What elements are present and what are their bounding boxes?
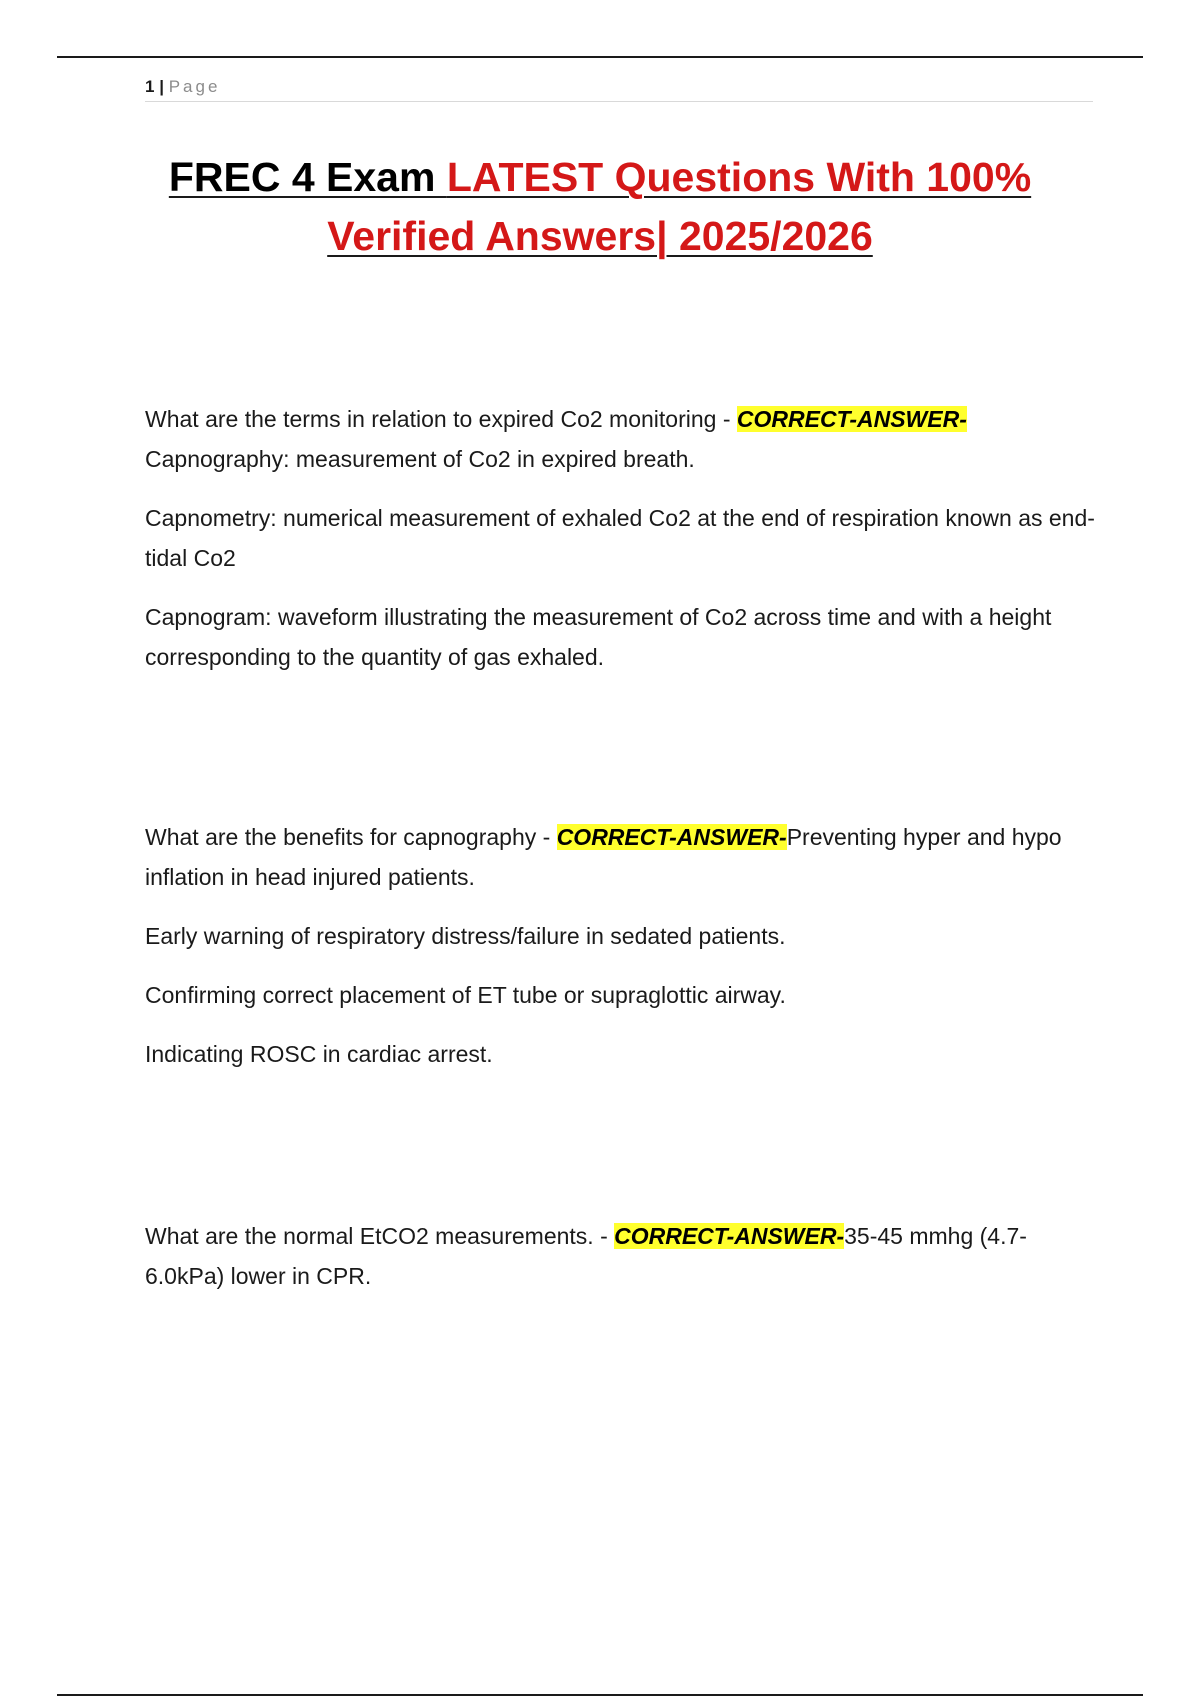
answer-paragraph: Early warning of respiratory distress/failure in sedated patients.: [145, 923, 786, 949]
answer-paragraph: Confirming correct placement of ET tube or supraglottic airway.: [145, 982, 786, 1008]
bottom-rule: [57, 1694, 1143, 1696]
answer-text: Preventing hyper and hypo inflation in head injured patients.: [145, 824, 1062, 890]
question-text: What are the normal EtCO2 measurements. -: [145, 1223, 615, 1249]
top-rule: [57, 56, 1143, 58]
answer-paragraph: Capnometry: numerical measurement of exhaled Co2 at the end of respiration known as end- tidal Co2: [145, 505, 1095, 571]
qa-block-etco2-normal: [145, 1216, 1100, 1315]
page-separator: |: [159, 77, 164, 96]
correct-answer-marker: CORRECT-ANSWER-: [614, 1223, 845, 1249]
question-text: What are the benefits for capnography -: [145, 824, 557, 850]
title-part-black: FREC 4 Exam: [168, 154, 447, 200]
answer-text: 35-45 mmhg (4.7-6.0kPa) lower in CPR.: [145, 1223, 1027, 1289]
page-header: [145, 76, 1093, 102]
page-label: Page: [168, 77, 221, 96]
qa-block-expired-co2: [145, 399, 1100, 696]
answer-paragraph: Indicating ROSC in cardiac arrest.: [145, 1041, 493, 1067]
title-part-red: LATEST Questions With 100% Verified Answers| 2025/2026: [327, 154, 1032, 259]
correct-answer-marker: CORRECT-ANSWER-: [736, 406, 967, 432]
answer-paragraph: Capnogram: waveform illustrating the measurement of Co2 across time and with a height corresponding to the quantity of gas exhaled.: [145, 604, 1052, 670]
correct-answer-marker: CORRECT-ANSWER-: [556, 824, 787, 850]
document-title: [120, 148, 1080, 266]
qa-block-capnography-benefits: [145, 817, 1100, 1093]
qa-question-paragraph: [145, 1216, 1100, 1296]
page-number: 1: [145, 77, 155, 96]
answer-text: Capnography: measurement of Co2 in expired breath.: [145, 446, 695, 472]
qa-question-paragraph: [145, 817, 1100, 897]
qa-question-paragraph: [145, 399, 1100, 479]
question-text: What are the terms in relation to expired Co2 monitoring -: [145, 406, 737, 432]
